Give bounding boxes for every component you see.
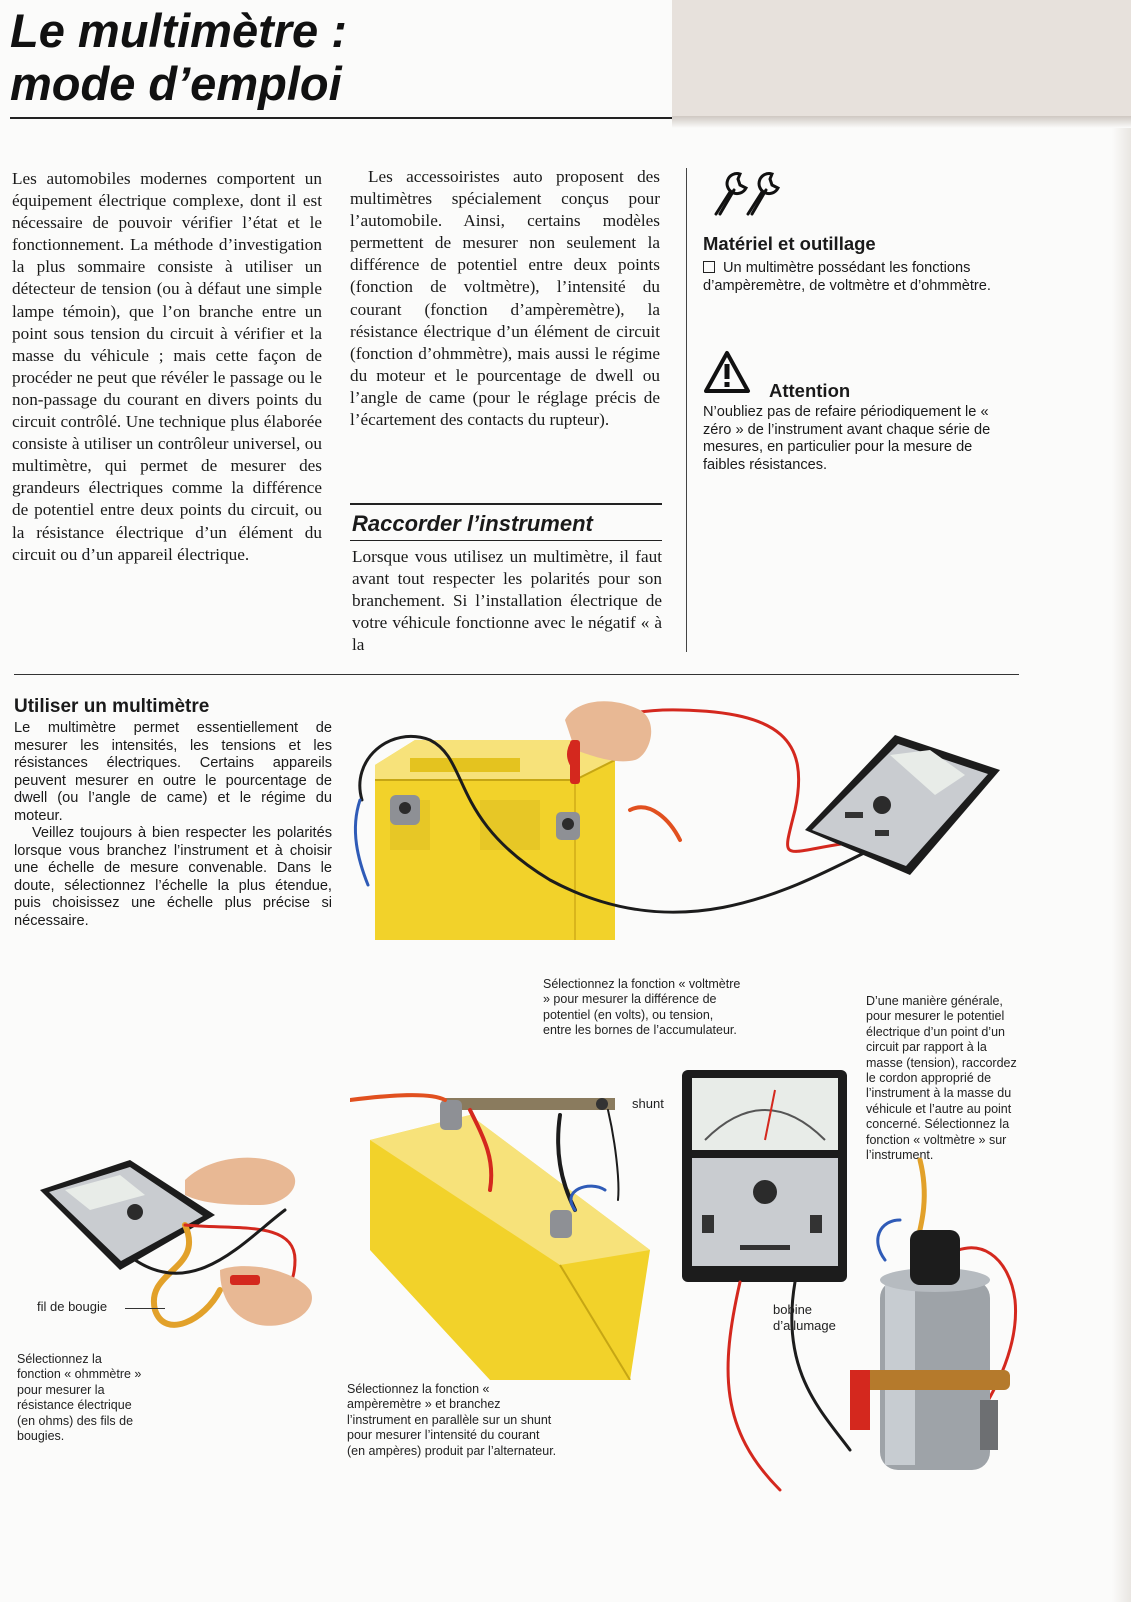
column-2-para-2: Lorsque vous utilisez un multimètre, il faut avant tout respecter les polarités pour son branchement. Si l’installation électrique de votre véhicule fonctionne avec le négatif « à la [352, 547, 662, 655]
multimeter-right [682, 1070, 847, 1282]
ignition-coil [850, 1230, 1010, 1470]
section-para-2: Veillez toujours à bien respecter les polarités lorsque vous branchez l’instrument et à choisir une échelle de mesure convenable. Dans le doute, sélectionnez l’échelle la plus étendue, puis choisissez une échelle plus précise si nécessaire. [14, 825, 332, 929]
caption-amperemetre: Sélectionnez la fonction « ampèremètre » et branchez l’instrument en parallèle sur un shunt pour mesurer l’intensité du courant (en ampères) produit par l’alternateur. [347, 1382, 557, 1458]
title-tab-shadow [672, 116, 1131, 128]
caption-ohmmetre: Sélectionnez la fonction « ohmmètre » pour mesurer la résistance électrique (en ohms) des fils de bougies. [17, 1352, 142, 1444]
column-1-text: Les automobiles modernes comportent un équipement électrique complexe, dont il est nécessaire de pouvoir vérifier l’état et le fonctionnement. La méthode d’investigation la plus sommaire consiste à utiliser un détecteur de tension (ou à défaut une simple lampe témoin), que l’on branche entre un point sous tension du circuit à vérifier et la masse du véhicule ; mais cette façon de procéder ne peut que révéler le passage ou le non-passage du courant en divers points du circuit contrôlé. Une technique plus élaborée consiste à utiliser un contrôleur universel, ou multimètre, qui permet de mesurer des grandeurs électriques comme la différence de potentiel entre deux points du circuit, ou la résistance électrique d’un élément du circuit ou d’un appareil électrique. [12, 169, 322, 564]
illustration-amperemetre [350, 1080, 670, 1380]
caption-voltmetre: Sélectionnez la fonction « voltmètre » pour mesurer la différence de potentiel (en volts), ou tension, entre les bornes de l’accumulateur. [543, 977, 741, 1038]
subheading-raccorder: Raccorder l’instrument [352, 511, 593, 536]
materiel-item-text: Un multimètre possédant les fonctions d’ampèremètre, de voltmètre et d’ohmmètre. [703, 260, 991, 294]
multimeter-top [805, 735, 1000, 875]
materiel-title: Matériel et outillage [703, 233, 876, 254]
section-rule [14, 674, 1019, 675]
page-edge-shade [1112, 128, 1131, 1602]
subhead-rule-bottom [350, 540, 662, 541]
page-title [10, 4, 347, 110]
materiel-item [703, 260, 1017, 295]
column-2 [350, 166, 660, 431]
title-line-2: mode d’emploi [10, 57, 342, 110]
attention-text: N’oubliez pas de refaire périodiquement le « zéro » de l’instrument avant chaque série de mesures, en particulier pour la mesure de faibles résistances. [703, 404, 991, 473]
column-2-para-1: Les accessoiristes auto proposent des multimètres spécialement conçus pour l’automobile. Ainsi, certains modèles permettent de mesurer non seulement la différence de potentiel entre deux points (fonction de voltmètre), l’intensité du courant (fonction d’ampèremètre), la résistance électrique d’un élément de circuit (fonction d’ohmmètre), mais aussi le régime du moteur et le pourcentage de dwell ou l’angle de came (pour le réglage précis de l’écartement des contacts du rupteur). [350, 167, 660, 430]
checkbox-icon [703, 261, 715, 273]
subhead-rule-top [350, 503, 662, 505]
column-1 [12, 168, 322, 566]
leader-fil-de-bougie [125, 1308, 165, 1309]
column-2-continued [352, 546, 662, 656]
label-bobine-line-2: d’allumage [773, 1318, 836, 1333]
section-para-1: Le multimètre permet essentiellement de mesurer les intensités, les tensions et les résistances électriques. Certains appareils peuvent mesurer en outre le pourcentage de dwell (ou l’angle de came) et le régime du moteur. [14, 720, 332, 824]
sidebar-divider [686, 168, 687, 652]
title-tab-shade [672, 0, 1131, 116]
section-title: Utiliser un multimètre [14, 696, 210, 717]
battery-bottom [370, 1115, 650, 1380]
illustration-battery-multimeter [350, 700, 1030, 940]
illustration-bobine [680, 1070, 1050, 1510]
title-line-1: Le multimètre : [10, 4, 347, 57]
label-bobine-d-allumage [773, 1302, 836, 1334]
warning-triangle-icon [703, 350, 751, 394]
label-fil-de-bougie: fil de bougie [37, 1299, 108, 1314]
wrench-icon [710, 168, 786, 218]
label-bobine-line-1: bobine [773, 1302, 813, 1317]
title-rule [10, 117, 672, 119]
attention-title: Attention [769, 380, 851, 401]
caption-generale: D’une manière générale, pour mesurer le potentiel électrique d’un point d’un circuit par rapport à la masse (tension), raccordez le cordon approprié de l’instrument à la masse du véhicule et l’autre au point concerné. Sélectionnez la fonction « voltmètre » sur l’instrument. [866, 994, 1017, 1163]
label-shunt: shunt [632, 1096, 664, 1111]
section-text [14, 720, 332, 930]
